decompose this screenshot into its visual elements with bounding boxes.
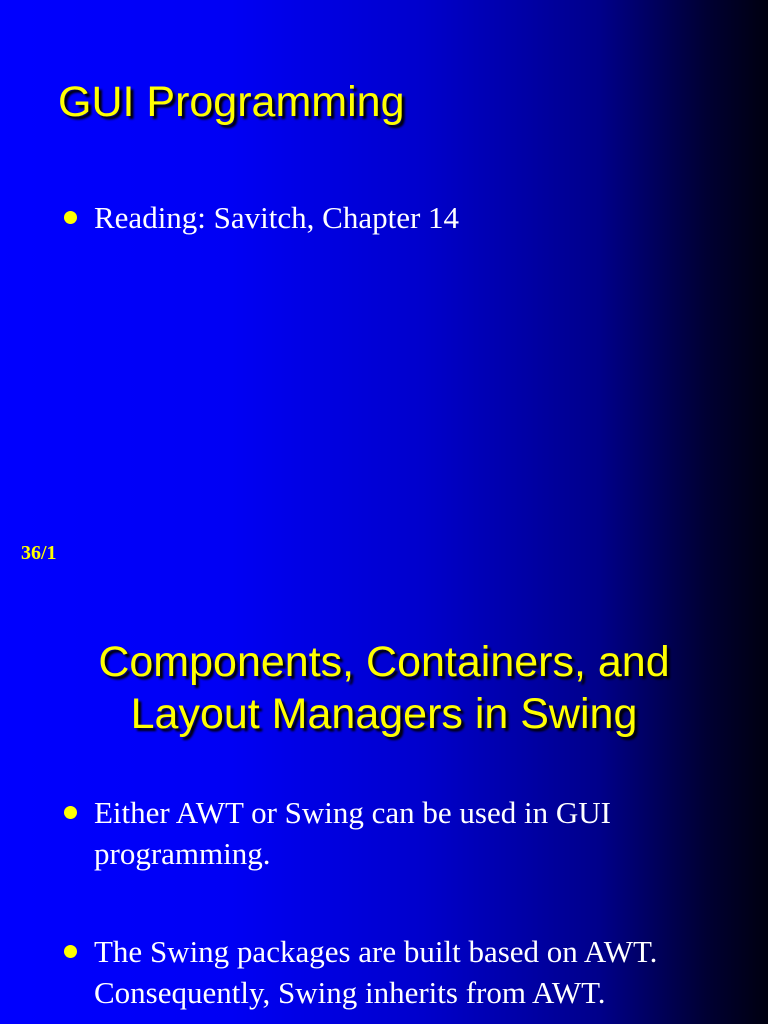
title-line: Components, Containers, and	[98, 638, 670, 686]
bullet-dot-icon	[64, 211, 77, 224]
bullet-item	[64, 931, 724, 1013]
slide-2	[0, 580, 768, 1024]
bullet-text: Reading: Savitch, Chapter 14	[94, 200, 460, 235]
bullet-item	[64, 197, 459, 238]
bullet-text: Either AWT or Swing can be used in GUI programming.	[94, 795, 611, 871]
page-number: 36/1	[21, 542, 57, 564]
title-line: Layout Managers in Swing	[130, 690, 638, 739]
bullet-text: The Swing packages are built based on AWT. Consequently, Swing inherits from AWT.	[94, 934, 658, 1010]
slide-title	[0, 636, 768, 741]
slide-title: GUI Programming	[58, 78, 405, 126]
bullet-dot-icon	[64, 806, 77, 819]
bullet-item	[64, 792, 724, 874]
bullet-dot-icon	[64, 945, 77, 958]
